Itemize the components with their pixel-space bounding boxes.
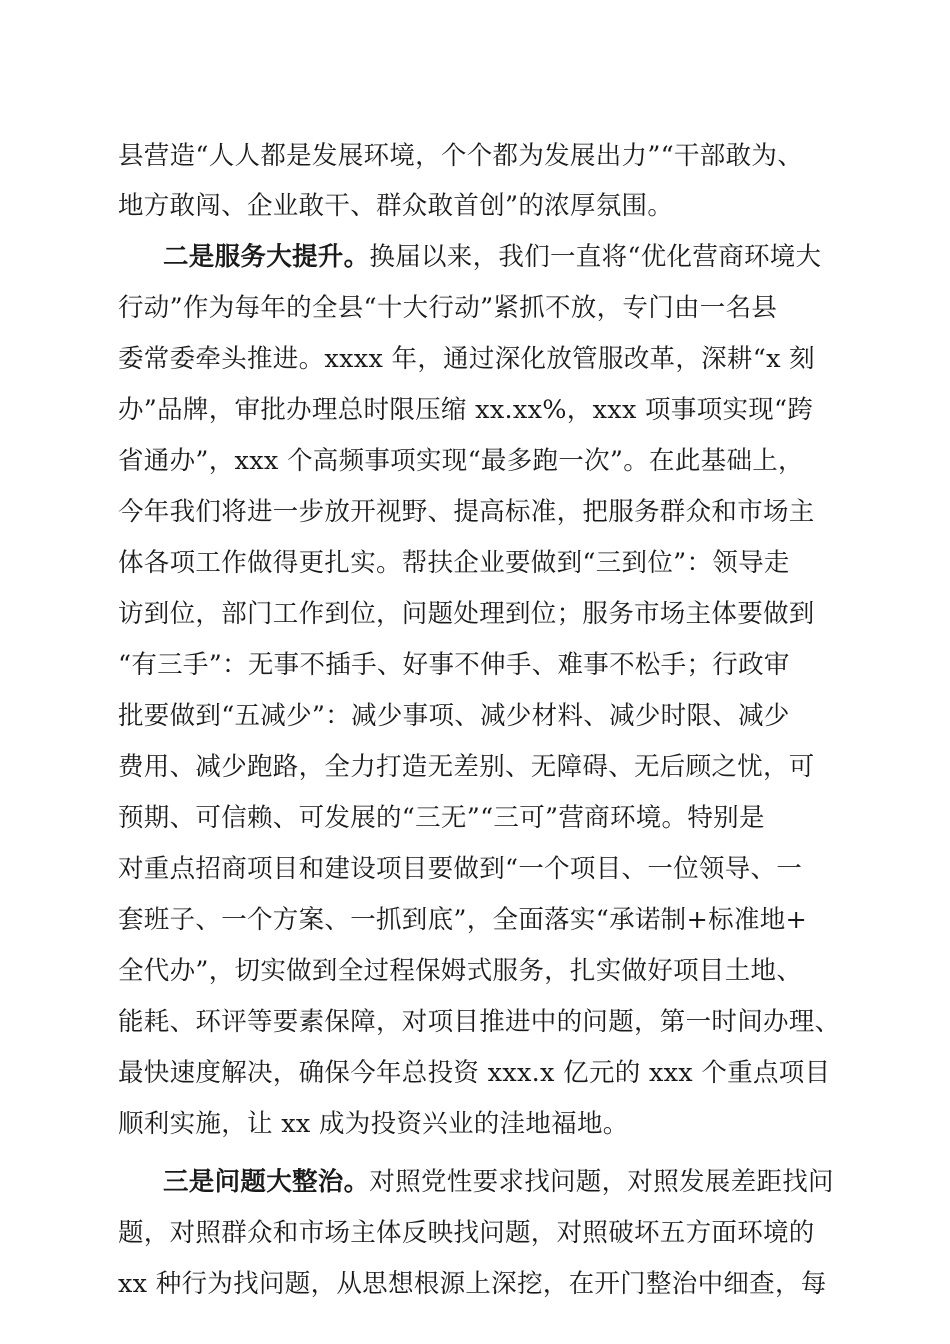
- text-line: 全代办”，切实做到全过程保姆式服务，扎实做好项目土地、: [118, 956, 803, 986]
- text-line: 今年我们将进一步放开视野、提高标准，把服务群众和市场主: [118, 497, 815, 527]
- text-line: 访到位，部门工作到位，问题处理到位；服务市场主体要做到: [118, 599, 815, 629]
- text-line: 顺利实施，让 xx 成为投资兴业的洼地福地。: [118, 1109, 629, 1139]
- text-line: 最快速度解决，确保今年总投资 xxx.x 亿元的 xxx 个重点项目: [118, 1058, 831, 1088]
- text-line: 题，对照群众和市场主体反映找问题，对照破坏五方面环境的: [118, 1218, 815, 1248]
- text-line: 省通办”，xxx 个高频事项实现“最多跑一次”。在此基础上，: [118, 446, 804, 476]
- text-line: 体各项工作做得更扎实。帮扶企业要做到“三到位”：领导走: [118, 548, 790, 578]
- text-line: 费用、减少跑路，全力打造无差别、无障碍、无后顾之忧，可: [118, 752, 815, 782]
- text-line: 套班子、一个方案、一抓到底”，全面落实“承诺制+标准地+: [118, 905, 808, 935]
- text-line: 预期、可信赖、可发展的“三无”“三可”营商环境。特别是: [118, 803, 765, 833]
- text-line: 对重点招商项目和建设项目要做到“一个项目、一位领导、一: [118, 854, 803, 884]
- paragraph-lead: 三是问题大整治。: [163, 1167, 370, 1197]
- text-line: 委常委牵头推进。xxxx 年，通过深化放管服改革，深耕“x 刻: [118, 344, 815, 374]
- text-line: “有三手”：无事不插手、好事不伸手、难事不松手；行政审: [118, 650, 790, 680]
- text-line: 县营造“人人都是发展环境，个个都为发展出力”“干部敢为、: [118, 141, 804, 171]
- text-line: 能耗、环评等要素保障，对项目推进中的问题，第一时间办理、: [118, 1007, 841, 1037]
- paragraph-lead: 二是服务大提升。: [163, 242, 370, 272]
- text-line: 行动”作为每年的全县“十大行动”紧抓不放，专门由一名县: [118, 293, 778, 323]
- text-line: 地方敢闯、企业敢干、群众敢首创”的浓厚氛围。: [118, 191, 674, 221]
- text-run: 换届以来，我们一直将“优化营商环境大: [369, 242, 822, 272]
- text-line: xx 种行为找问题，从思想根源上深挖，在开门整治中细查，每: [118, 1269, 827, 1299]
- text-line: 批要做到“五减少”：减少事项、减少材料、减少时限、减少: [118, 701, 790, 731]
- text-run: 对照党性要求找问题，对照发展差距找问: [369, 1167, 834, 1197]
- paragraph-start: [163, 234, 821, 280]
- paragraph-start: [163, 1159, 834, 1205]
- text-line: 办”品牌，审批办理总时限压缩 xx.xx%，xxx 项事项实现“跨: [118, 395, 814, 425]
